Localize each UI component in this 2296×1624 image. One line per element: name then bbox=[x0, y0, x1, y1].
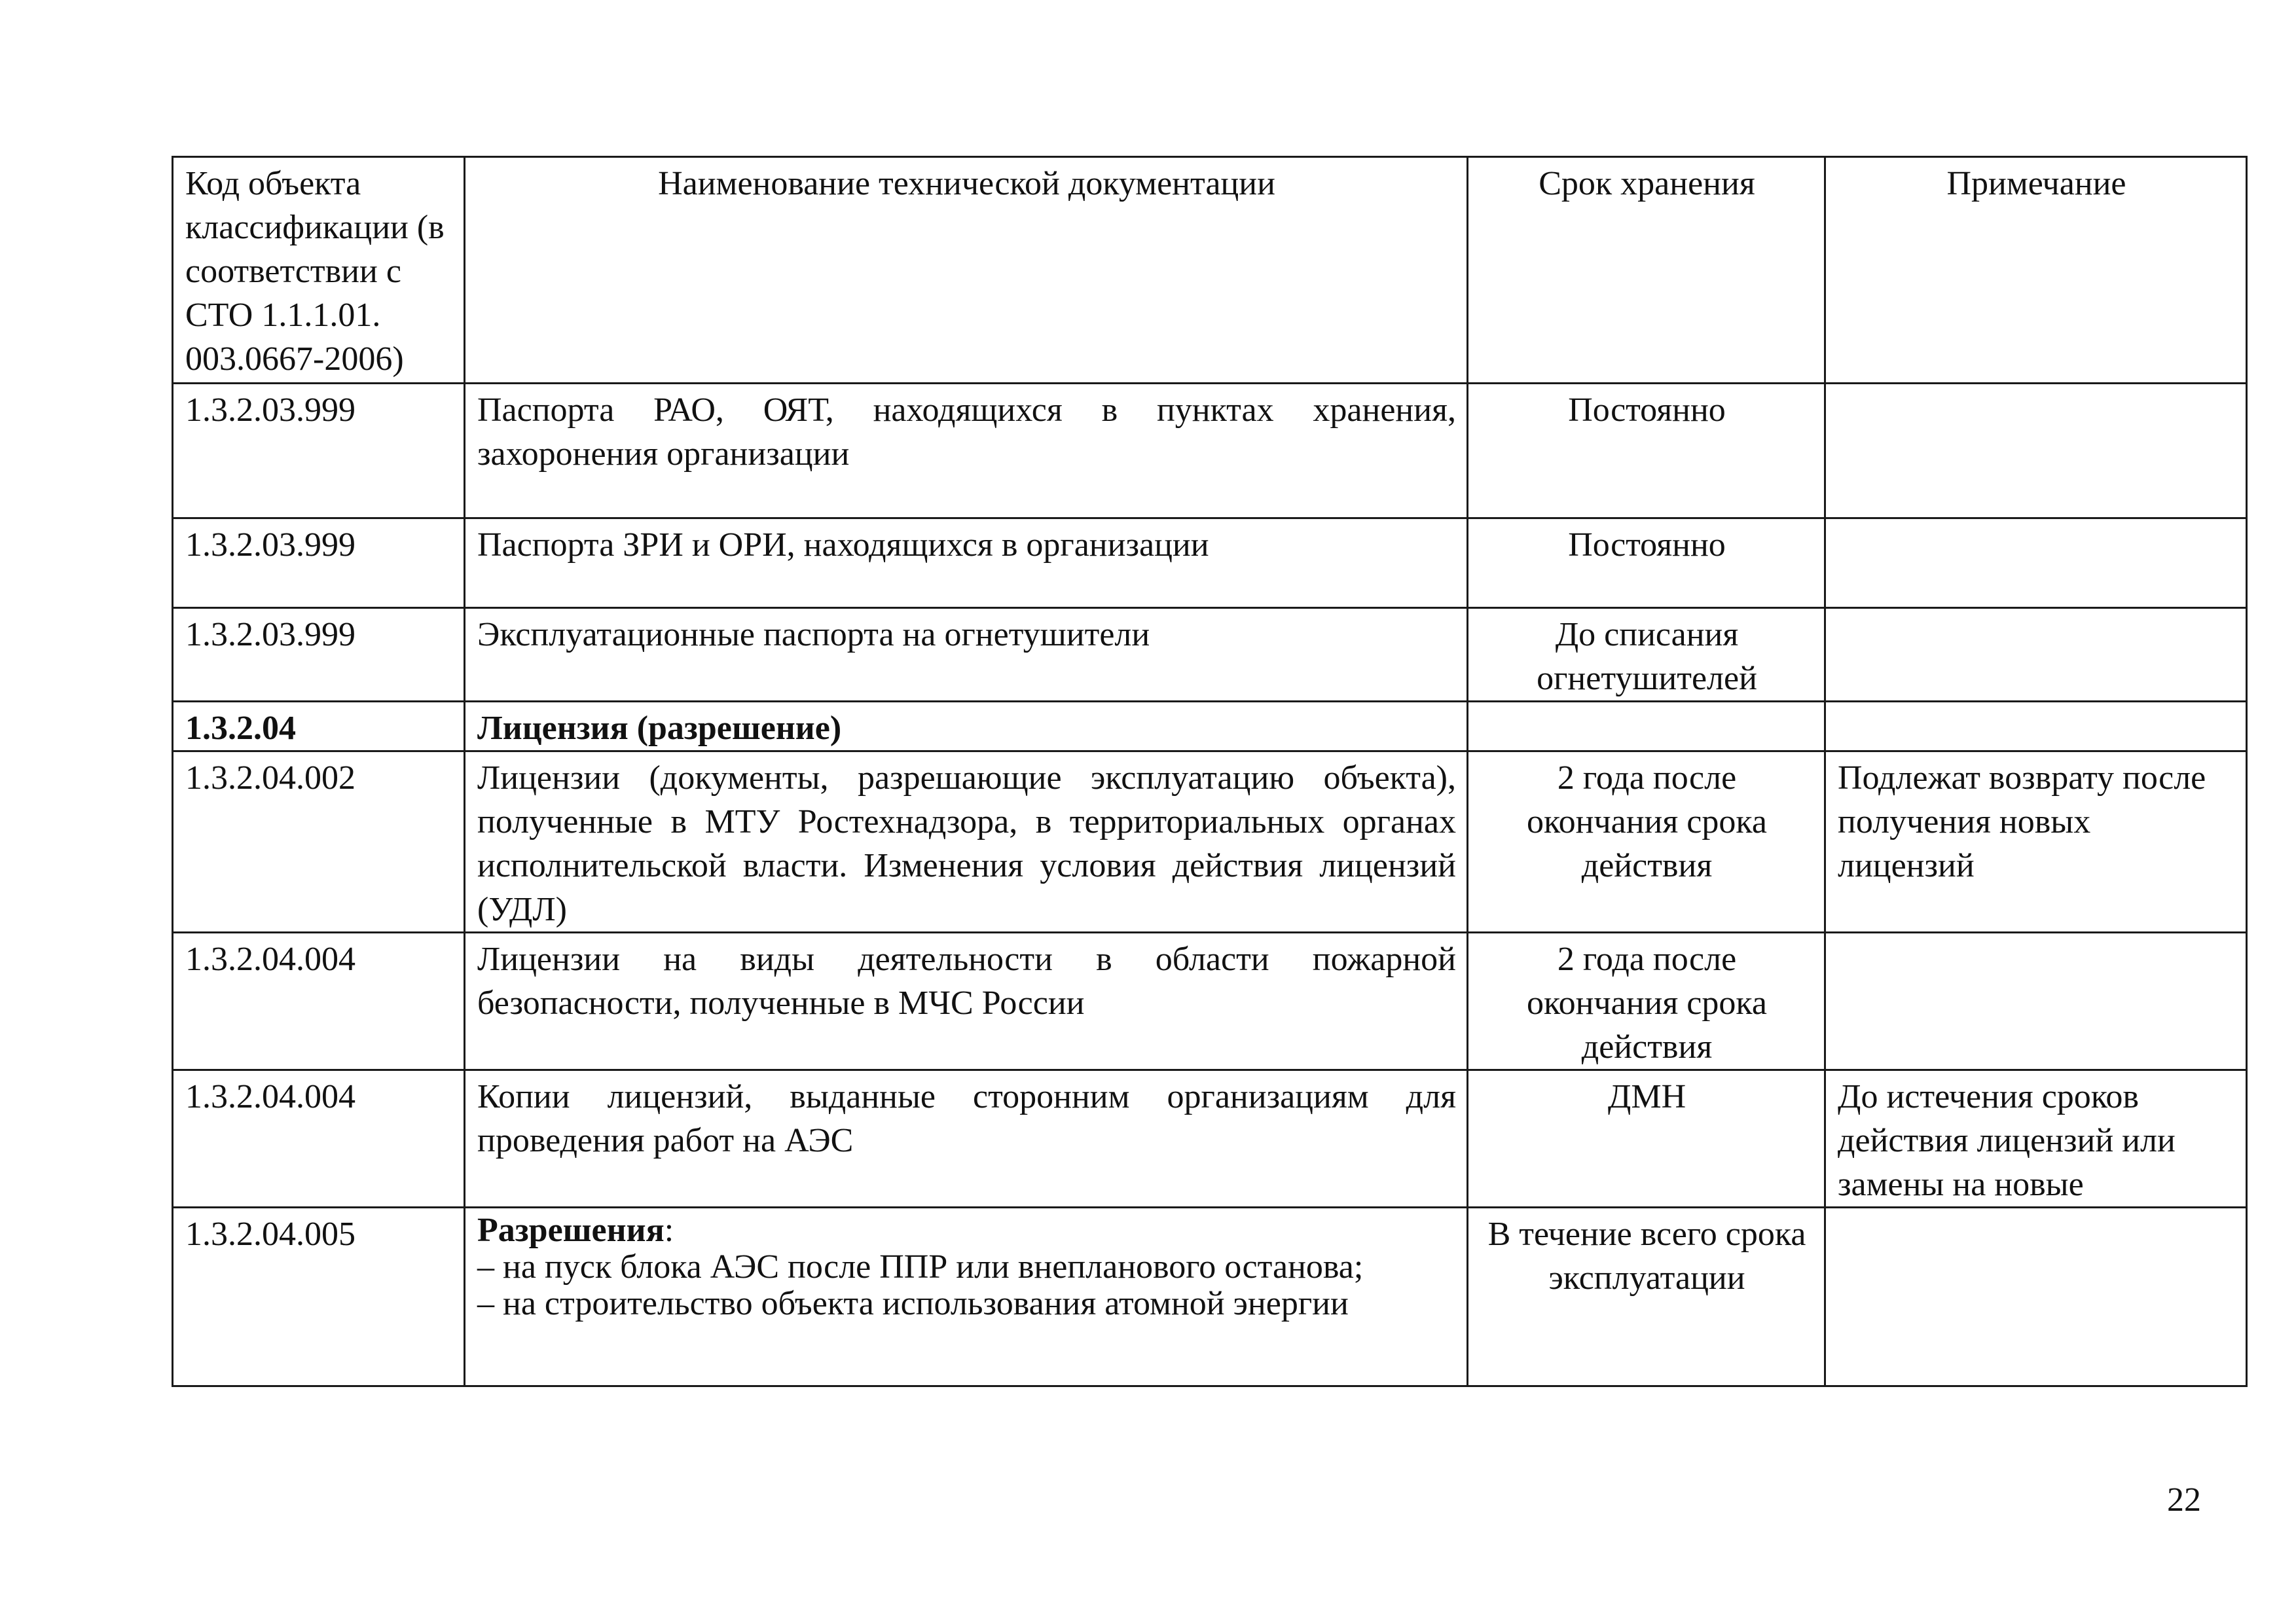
table-row bbox=[173, 1070, 2247, 1208]
header-note: Примечание bbox=[1825, 157, 2247, 384]
table-row bbox=[173, 1208, 2247, 1386]
section-row bbox=[173, 702, 2247, 751]
row-term bbox=[1468, 702, 1825, 751]
row-term: Постоянно bbox=[1468, 384, 1825, 518]
row-name: Эксплуатационные паспорта на огнетушители bbox=[465, 608, 1468, 702]
row-name: Копии лицензий, выданные сторонним организациям для проведения работ на АЭС bbox=[465, 1070, 1468, 1208]
row-name: Паспорта ЗРИ и ОРИ, находящихся в организации bbox=[465, 518, 1468, 608]
header-row bbox=[173, 157, 2247, 384]
row-term: До списания огнетушителей bbox=[1468, 608, 1825, 702]
row-code: 1.3.2.04.004 bbox=[173, 1070, 465, 1208]
row-code: 1.3.2.04.005 bbox=[173, 1208, 465, 1386]
permit-item: – на строительство объекта использования атомной энергии bbox=[477, 1285, 1349, 1322]
permits-colon: : bbox=[664, 1212, 674, 1249]
row-term: 2 года после окончания срока действия bbox=[1468, 751, 1825, 933]
row-note bbox=[1825, 608, 2247, 702]
row-name: Паспорта РАО, ОЯТ, находящихся в пунктах хранения, захоронения организации bbox=[465, 384, 1468, 518]
permit-item: – на пуск блока АЭС после ППР или внепланового останова; bbox=[477, 1248, 1364, 1286]
row-term: Постоянно bbox=[1468, 518, 1825, 608]
table-row bbox=[173, 608, 2247, 702]
row-code: 1.3.2.04.002 bbox=[173, 751, 465, 933]
row-note bbox=[1825, 702, 2247, 751]
section-code: 1.3.2.04 bbox=[173, 702, 465, 751]
page-number: 22 bbox=[2167, 1481, 2201, 1519]
row-name bbox=[465, 1208, 1468, 1386]
row-note: Подлежат возврату после получения новых лицензий bbox=[1825, 751, 2247, 933]
table-row bbox=[173, 384, 2247, 518]
header-name: Наименование технической документации bbox=[465, 157, 1468, 384]
table-row bbox=[173, 751, 2247, 933]
row-term: В течение всего срока эксплуатации bbox=[1468, 1208, 1825, 1386]
permits-title: Разрешения bbox=[477, 1212, 665, 1249]
retention-table bbox=[172, 156, 2248, 1387]
table-row bbox=[173, 518, 2247, 608]
row-code: 1.3.2.03.999 bbox=[173, 384, 465, 518]
row-term: 2 года после окончания срока действия bbox=[1468, 933, 1825, 1070]
header-term: Срок хранения bbox=[1468, 157, 1825, 384]
row-term: ДМН bbox=[1468, 1070, 1825, 1208]
row-note: До истечения сроков действия лицензий или замены на новые bbox=[1825, 1070, 2247, 1208]
row-note bbox=[1825, 384, 2247, 518]
row-name: Лицензии на виды деятельности в области пожарной безопасности, полученные в МЧС России bbox=[465, 933, 1468, 1070]
row-code: 1.3.2.04.004 bbox=[173, 933, 465, 1070]
row-note bbox=[1825, 933, 2247, 1070]
header-code: Код объекта классификации (в соответствии с СТО 1.1.1.01. 003.0667-2006) bbox=[173, 157, 465, 384]
row-name: Лицензии (документы, разрешающие эксплуатацию объекта), полученные в МТУ Ростехнадзора, в территориальных органах исполнительской власти. Изменения условия действия лицензий (УДЛ) bbox=[465, 751, 1468, 933]
row-note bbox=[1825, 1208, 2247, 1386]
row-code: 1.3.2.03.999 bbox=[173, 518, 465, 608]
table-row bbox=[173, 933, 2247, 1070]
row-note bbox=[1825, 518, 2247, 608]
row-code: 1.3.2.03.999 bbox=[173, 608, 465, 702]
section-title: Лицензия (разрешение) bbox=[465, 702, 1468, 751]
